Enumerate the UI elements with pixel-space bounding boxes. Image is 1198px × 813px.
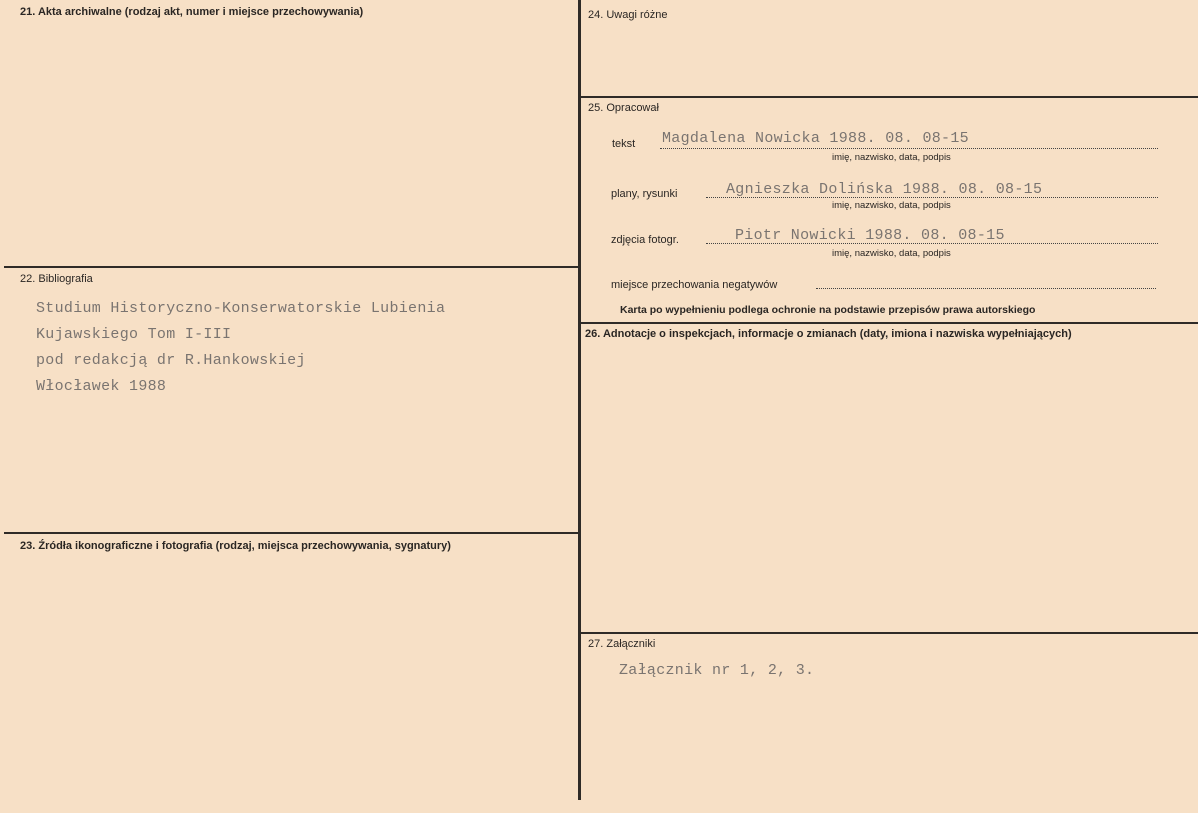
plany-value: Agnieszka Dolińska 1988. 08. 08-15 — [726, 181, 1043, 198]
tekst-value: Magdalena Nowicka 1988. 08. 08-15 — [662, 130, 969, 147]
divider-22-23 — [4, 532, 578, 534]
divider-21-22 — [4, 266, 578, 268]
bibliography-line-1: Studium Historyczno-Konserwatorskie Lubienia — [36, 300, 446, 317]
divider-24-25 — [581, 96, 1198, 98]
section-26-title: Adnotacje o inspekcjach, informacje o zmianach (daty, imiona i nazwiska wypełniających) — [602, 328, 1072, 340]
section-24-title: Uwagi różne — [606, 9, 668, 21]
section-22-number: 22. — [20, 273, 36, 285]
section-24-number: 24. — [588, 9, 604, 21]
section-27-title: Załączniki — [606, 638, 656, 650]
tekst-caption: imię, nazwisko, data, podpis — [832, 152, 951, 163]
bibliography-line-2: Kujawskiego Tom I-III — [36, 326, 232, 343]
section-27-label — [588, 638, 655, 651]
zdjecia-caption: imię, nazwisko, data, podpis — [832, 248, 951, 259]
negatywy-label: miejsce przechowania negatywów — [611, 279, 778, 291]
section-23-label — [20, 540, 451, 553]
copyright-notice: Karta po wypełnieniu podlega ochronie na podstawie przepisów prawa autorskiego — [620, 304, 1036, 316]
section-22-title: Bibliografia — [38, 273, 93, 285]
section-21-number: 21. — [20, 6, 36, 18]
section-25-label — [588, 102, 659, 115]
section-26-number: 26. — [585, 328, 601, 340]
negatywy-line — [816, 288, 1156, 289]
section-22-label — [20, 273, 93, 286]
tekst-line — [660, 148, 1158, 149]
section-21-title: Akta archiwalne (rodzaj akt, numer i miejsce przechowywania) — [37, 6, 364, 18]
zdjecia-value: Piotr Nowicki 1988. 08. 08-15 — [735, 227, 1005, 244]
section-23-title: Źródła ikonograficzne i fotografia (rodzaj, miejsca przechowywania, sygnatury) — [38, 540, 451, 552]
section-25-number: 25. — [588, 102, 604, 114]
divider-26-27 — [581, 632, 1198, 634]
bibliography-line-4: Włocławek 1988 — [36, 378, 167, 395]
section-23-number: 23. — [20, 540, 36, 552]
tekst-label: tekst — [612, 138, 636, 150]
bibliography-line-3: pod redakcją dr R.Hankowskiej — [36, 352, 306, 369]
section-25-title: Opracował — [606, 102, 659, 114]
section-26-label — [585, 328, 1072, 341]
section-21-label — [20, 6, 363, 19]
plany-label: plany, rysunki — [611, 188, 678, 200]
center-divider — [578, 0, 581, 800]
section-27-number: 27. — [588, 638, 604, 650]
attachments-value: Załącznik nr 1, 2, 3. — [619, 662, 815, 679]
plany-caption: imię, nazwisko, data, podpis — [832, 200, 951, 211]
zdjecia-label: zdjęcia fotogr. — [611, 234, 679, 246]
section-24-label — [588, 9, 668, 22]
divider-25-26 — [581, 322, 1198, 324]
